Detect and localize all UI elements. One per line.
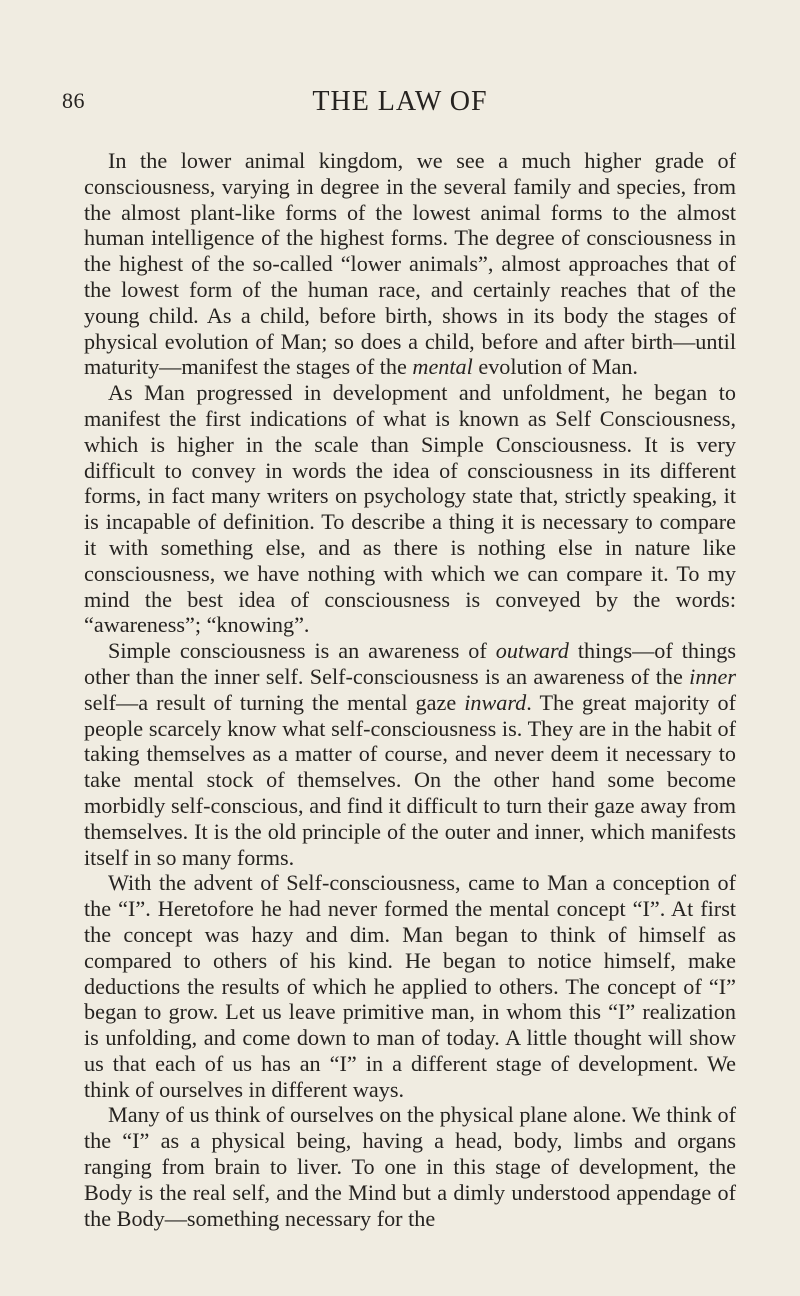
running-title: THE LAW OF [312, 86, 488, 117]
paragraph: As Man progressed in development and unfoldment, he began to manifest the first indications of what is known as Self Consciousness, which is higher in the scale than Simple Consciousness. It is very difficult to convey in words the idea of consciousness in its different forms, in fact many writers on psychology state that, strictly speaking, it is incapable of definition. To describe a thing it is necessary to compare it with something else, and as there is nothing else in nature like consciousness, we have nothing with which we can compare it. To my mind the best idea of consciousness is conveyed by the words: “awareness”; “knowing”. [84, 380, 736, 638]
page-number: 86 [62, 88, 85, 113]
paragraph: In the lower animal kingdom, we see a much higher grade of consciousness, varying in degree in the several family and species, from the almost plant-like forms of the lowest animal forms to the almost human intelligence of the highest forms. The degree of consciousness in the highest of the so-called “lower animals”, almost approaches that of the lowest form of the human race, and certainly reaches that of the young child. As a child, before birth, shows in its body the stages of physical evolution of Man; so does a child, before and after birth—until maturity—manifest the stages of the mental evolution of Man. [84, 148, 736, 380]
body-text [84, 148, 736, 1231]
paragraph: Simple consciousness is an awareness of outward things—of things other than the inner self. Self-consciousness is an awareness of the inner self—a result of turning the mental gaze inward. The great majority of people scarcely know what self-consciousness is. They are in the habit of taking themselves as a matter of course, and never deem it necessary to take mental stock of themselves. On the other hand some become morbidly self-conscious, and find it difficult to turn their gaze away from themselves. It is the old principle of the outer and inner, which manifests itself in so many forms. [84, 638, 737, 870]
paragraph: Many of us think of ourselves on the physical plane alone. We think of the “I” as a physical being, having a head, body, limbs and organs ranging from brain to liver. To one in this stage of development, the Body is the real self, and the Mind but a dimly understood appendage of the Body—something necessary for the [84, 1102, 736, 1231]
paragraph: With the advent of Self-consciousness, came to Man a conception of the “I”. Heretofore he had never formed the mental concept “I”. At first the concept was hazy and dim. Man began to think of himself as compared to others of his kind. He began to notice himself, make deductions the results of which he applied to others. The concept of “I” began to grow. Let us leave primitive man, in whom this “I” realization is unfolding, and come down to man of today. A little thought will show us that each of us has an “I” in a different stage of development. We think of ourselves in different ways. [84, 870, 736, 1102]
